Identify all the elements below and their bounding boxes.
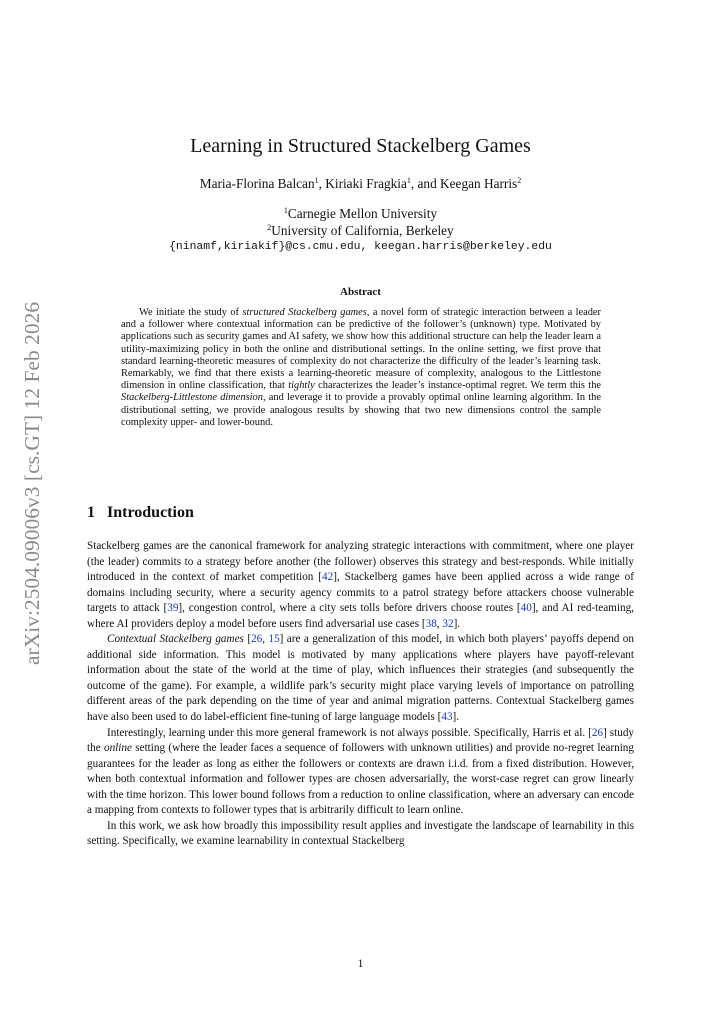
author-name: Maria-Florina Balcan (199, 176, 315, 191)
affiliation-mark: 1 (283, 206, 288, 215)
paragraph (87, 632, 634, 725)
author-list (0, 176, 721, 192)
author-name: Keegan Harris (440, 176, 518, 191)
citation-link[interactable]: 26 (251, 633, 263, 646)
text-emphasis: online (103, 742, 132, 755)
paragraph (87, 539, 634, 632)
text-run: , (436, 617, 443, 630)
text-run: ], and AI red-teaming, where AI providers deploy a model before users find adversarial use cases [ (87, 602, 634, 630)
text-run: ] are a generalization of this model, in which both players’ payoffs depend on additional side information. This model is motivated by many applications where players have payoff-relevant information about the state of the world at the time of play, which influences their strategies (and subsequently the outcome of the game). For example, a wildlife park’s security might place varying levels of importance on patrolling different areas of the park depending on the time of year and animal migration patterns. Contextual Stackelberg games have also been used to do label-efficient fine-tuning of large language models [ (87, 633, 634, 724)
author-name: Kiriaki Fragkia (325, 176, 407, 191)
paragraph (87, 819, 634, 850)
citation-link[interactable]: 15 (268, 633, 280, 646)
abstract-segment: We initiate the study of (139, 307, 243, 318)
abstract-heading: Abstract (340, 286, 381, 298)
affiliation-mark: 2 (517, 176, 522, 185)
author-separator: , (318, 176, 326, 191)
affiliation (0, 206, 721, 222)
text-run: setting (where the leader faces a sequence of followers with unknown utilities) and provide no-regret learning guarantees for the leader as long as either the followers or contexts are drawn i.i.d. from a fixed distribution. However, when both contextual information and follower types are chosen adversarially, the worst-case regret can grow linearly with the time horizon. This lower bound follows from a reduction to online classification, where an adversary can encode a mapping from contexts to follower types that is arbitrarily difficult to learn online. (87, 742, 634, 817)
author-separator: , and (410, 176, 441, 191)
text-run: ]. (452, 711, 460, 724)
citation-link[interactable]: 42 (322, 571, 334, 584)
text-run: In this work, we ask how broadly this impossibility result applies and investigate the landscape of learnability in this setting. Specifically, we examine learnability in contextual Stackelberg (87, 819, 634, 848)
section-heading (87, 504, 194, 522)
text-run: Interestingly, learning under this more general framework is not always possible. Specifically, Harris et al. [ (107, 726, 592, 739)
arxiv-identifier: arXiv:2504.09006v3 [cs.GT] 12 Feb 2026 (20, 301, 44, 665)
citation-link[interactable]: 40 (520, 602, 532, 615)
citation-link[interactable]: 26 (591, 726, 604, 739)
abstract-emphasis: tightly (288, 380, 315, 392)
text-run: Stackelberg games are the canonical framework for analyzing strategic interactions with commitment, where one player (the leader) commits to a strategy before another (the follower) observes this strategy and best-responds. While initially introduced in the context of market competition [ (87, 540, 634, 584)
paragraph (87, 726, 634, 819)
text-run: ], congestion control, where a city sets tolls before drivers choose routes [ (178, 602, 521, 615)
abstract-segment: , a novel form of strategic interaction between a leader and a follower where contextual information can be predictive of the follower’s (unknown) type. Motivated by applications such as security games and AI safety, we show how this additional structure can help the leader learn a utility-maximizing policy in both the online and distributional settings. In the online setting, we first prove that standard learning-theoretic measures of complexity do not characterize the difficulty of the leader’s learning task. Remarkably, we find that there exists a learning-theoretic measure of complexity, analogous to the Littlestone dimension in online classification, that (121, 307, 601, 392)
text-run: ]. (453, 617, 461, 630)
affiliation-mark: 2 (267, 223, 272, 232)
author-emails: {ninamf,kiriakif}@cs.cmu.edu, keegan.harris@berkeley.edu (169, 241, 552, 253)
introduction-body (87, 539, 634, 850)
text-run: ] study the (87, 726, 635, 755)
abstract-emphasis: Stackelberg-Littlestone dimension (121, 392, 263, 404)
text-emphasis: Contextual Stackelberg games (107, 633, 244, 646)
affiliation-mark: 1 (314, 176, 319, 185)
citation-link[interactable]: 39 (167, 602, 179, 615)
affiliation-name: Carnegie Mellon University (287, 206, 438, 221)
affiliation (0, 223, 721, 239)
abstract-text (121, 307, 601, 429)
section-title: Introduction (107, 504, 194, 521)
text-run: , (262, 633, 269, 646)
citation-link[interactable]: 43 (441, 711, 453, 724)
page-number: 1 (357, 958, 364, 970)
section-number: 1 (87, 504, 95, 521)
affiliation-mark: 1 (406, 176, 411, 185)
paper-title: Learning in Structured Stackelberg Games (190, 135, 531, 157)
abstract-emphasis: structured Stackelberg games (242, 307, 367, 318)
text-run: [ (243, 633, 252, 646)
abstract-segment: , and leverage it to provide a provably optimal online learning algorithm. In the distributional setting, we provide analogous results by showing that two new dimensions control the sample complexity upper- and lower-bound. (121, 392, 601, 428)
abstract-segment: characterizes the leader’s instance-optimal regret. We term this the (314, 380, 601, 392)
affiliation-name: University of California, Berkeley (271, 223, 454, 238)
text-run: ], Stackelberg games have been applied across a wide range of domains including security, where a security agency commits to a patrol strategy before attackers choose vulnerable targets to attack [ (87, 571, 634, 615)
citation-link[interactable]: 38 (425, 617, 437, 630)
citation-link[interactable]: 32 (442, 617, 454, 630)
